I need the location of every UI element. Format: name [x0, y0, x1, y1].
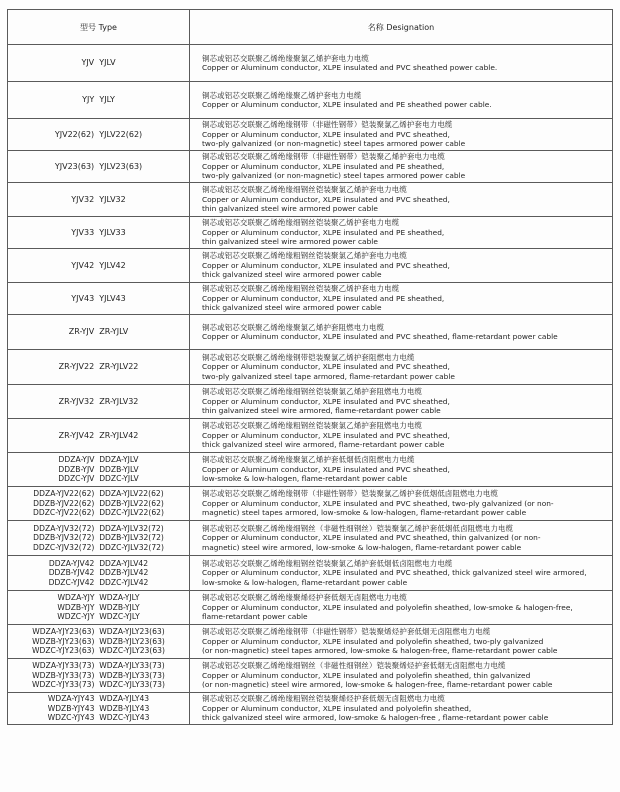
cable-type-code: ZR-YJV42 ZR-YJLV42 — [58, 430, 139, 440]
cable-type-code: DDZC-YJV42 DDZC-YJLV42 — [48, 577, 149, 587]
designation-english-line: flame-retardant power cable — [202, 612, 308, 622]
table-row — [8, 625, 613, 659]
cable-type-cell — [8, 283, 190, 315]
table-body — [8, 45, 613, 725]
table-row — [8, 283, 613, 315]
designation-cell — [190, 283, 613, 315]
designation-english-line: Copper or Aluminum conductor, XLPE insulated and polyolefin sheathed, thin galvanized — [202, 670, 531, 680]
designation-chinese: 铜芯或铝芯交联聚乙烯绝缘聚氯乙烯护套电力电缆 — [202, 53, 369, 63]
designation-cell — [190, 591, 613, 625]
designation-english-line: Copper or Aluminum conductor, XLPE insulated and PVC sheathed, — [202, 464, 450, 474]
designation-cell — [190, 151, 613, 183]
cable-type-code: DDZC-YJV32(72) DDZC-YJLV32(72) — [33, 542, 164, 552]
designation-english-line: thick galvanized steel wire armored, low-smoke & halogen-free , flame-retardant power cable — [202, 713, 549, 723]
designation-english-line: Copper or Aluminum conductor, XLPE insulated and PVC sheathed, — [202, 129, 450, 139]
designation-chinese: 铜芯或铝芯交联聚乙烯绝缘粗钢丝铠装聚烯烃护套低烟无卤阻燃电力电缆 — [202, 694, 445, 704]
designation-cell — [190, 693, 613, 725]
designation-english-line: two-ply galvanized (or non-magnetic) steel tapes armored power cable — [202, 139, 466, 149]
designation-english-line: Copper or Aluminum conductor, XLPE insulated and PVC sheathed, thin galvanized (or non- — [202, 533, 541, 543]
table-row — [8, 591, 613, 625]
cable-type-cell — [8, 625, 190, 659]
designation-english-line: Copper or Aluminum conductor, XLPE insulated and PE sheathed, — [202, 293, 445, 303]
designation-english-line: thick galvanized steel wire armored, flame-retardant power cable — [202, 440, 445, 450]
designation-english-line: Copper or Aluminum conductor, XLPE insulated and PE sheathed, — [202, 227, 445, 237]
cable-type-cell — [8, 45, 190, 82]
cable-type-code: DDZB-YJV22(62) DDZB-YJLV22(62) — [33, 498, 164, 508]
designation-cell — [190, 385, 613, 419]
table-row — [8, 659, 613, 693]
designation-chinese: 铜芯或铝芯交联聚乙烯绝缘细钢丝铠装聚氯乙烯护套电力电缆 — [202, 185, 407, 195]
cable-type-table — [7, 9, 613, 725]
cable-type-code: WDZB-YJY WDZB-YJLY — [57, 602, 140, 612]
cable-type-code: DDZB-YJV32(72) DDZB-YJLV32(72) — [33, 533, 164, 543]
designation-cell — [190, 217, 613, 249]
cable-type-cell — [8, 82, 190, 119]
designation-english-line: two-ply galvanized (or non-magnetic) steel tapes armored power cable — [202, 171, 466, 181]
designation-english-line: Copper or Aluminum conductor, XLPE insulated and PE sheathed, — [202, 161, 445, 171]
table-row — [8, 385, 613, 419]
cable-type-code: YJV YJLV — [81, 58, 116, 68]
designation-cell — [190, 487, 613, 521]
cable-type-code: YJV33 YJLV33 — [71, 227, 126, 237]
designation-english-line: Copper or Aluminum conductor, XLPE insulated and PVC sheathed, flame-retardant power cable — [202, 332, 558, 341]
cable-type-cell — [8, 591, 190, 625]
designation-english-line: Copper or Aluminum conductor, XLPE insulated and PVC sheathed, thick galvanized steel wire armored, — [202, 568, 587, 578]
cable-type-code: WDZC-YJY43 WDZC-YJLY43 — [47, 713, 150, 723]
cable-type-code: DDZA-YJV22(62) DDZA-YJLV22(62) — [33, 489, 164, 499]
cable-type-cell — [8, 453, 190, 487]
cable-type-code: YJV42 YJLV42 — [71, 260, 126, 270]
cable-type-code: ZR-YJV22 ZR-YJLV22 — [58, 362, 139, 372]
type-column-header: 型号 Type — [8, 10, 190, 45]
designation-english-line: low-smoke & low-halogen, flame-retardant power cable — [202, 474, 408, 484]
designation-english-line: Copper or Aluminum conductor, XLPE insulated and polyolefin sheathed, low-smoke & halogen-free, — [202, 602, 573, 612]
cable-type-cell — [8, 217, 190, 249]
designation-chinese: 铜芯或铝芯交联聚乙烯绝缘粗钢丝铠装聚氯乙烯护套低烟低卤阻燃电力电缆 — [202, 558, 453, 568]
cable-type-code: DDZB-YJV DDZB-YJLV — [58, 464, 139, 474]
designation-english-line: magnetic) steel tapes armored, low-smoke & low-halogen, flame-retardant power cable — [202, 508, 527, 518]
designation-chinese: 铜芯或铝芯交联聚乙烯绝缘聚氯乙烯护套低烟低卤阻燃电力电缆 — [202, 455, 415, 465]
designation-english-line: thin galvanized steel wire armored, flame-retardant power cable — [202, 406, 441, 416]
designation-chinese: 铜芯或铝芯交联聚乙烯绝缘细钢丝铠装聚乙烯护套电力电缆 — [202, 218, 400, 228]
designation-english-line: low-smoke & low-halogen, flame-retardant power cable — [202, 577, 408, 587]
table-row — [8, 249, 613, 283]
designation-english-line: Copper or Aluminum conductor, XLPE insulated and PVC sheathed, — [202, 260, 450, 270]
cable-type-code: WDZC-YJY WDZC-YJLY — [57, 612, 140, 622]
designation-english-line: Copper or Aluminum conductor, XLPE insulated and PVC sheathed, — [202, 194, 450, 204]
designation-cell — [190, 625, 613, 659]
designation-chinese: 铜芯或铝芯交联聚乙烯绝缘钢带（非磁性钢带）铠装聚烯烃护套低烟无卤阻燃电力电缆 — [202, 627, 491, 637]
designation-chinese: 铜芯或铝芯交联聚乙烯绝缘粗钢丝铠装聚氯乙烯护套阻燃电力电缆 — [202, 421, 423, 431]
cable-type-code: YJY YJLY — [82, 95, 115, 105]
table-row — [8, 487, 613, 521]
cable-type-code: DDZA-YJV42 DDZA-YJLV42 — [48, 558, 149, 568]
designation-column-header: 名称 Designation — [190, 10, 613, 45]
cable-type-code: WDZC-YJY33(73) WDZC-YJLY33(73) — [32, 680, 165, 690]
cable-type-cell — [8, 151, 190, 183]
cable-type-cell — [8, 693, 190, 725]
cable-type-code: DDZB-YJV42 DDZB-YJLV42 — [48, 568, 149, 578]
table-row — [8, 119, 613, 151]
designation-chinese: 铜芯或铝芯交联聚乙烯绝缘聚烯烃护套低烟无卤阻燃电力电缆 — [202, 593, 407, 603]
table-row — [8, 151, 613, 183]
table-row — [8, 82, 613, 119]
designation-chinese: 铜芯或铝芯交联聚乙烯绝缘细钢丝（非磁性细钢丝）铠装聚烯烃护套低烟无卤阻燃电力电缆 — [202, 661, 506, 671]
designation-english-line: Copper or Aluminum conductor, XLPE insulated and polyolefin sheathed, two-ply galvanized — [202, 636, 544, 646]
cable-type-cell — [8, 385, 190, 419]
cable-type-cell — [8, 249, 190, 283]
cable-type-code: WDZC-YJY23(63) WDZC-YJLY23(63) — [32, 646, 165, 656]
table-row — [8, 419, 613, 453]
designation-english-line: Copper or Aluminum conductor, XLPE insulated and PVC sheathed, — [202, 396, 450, 406]
table-row — [8, 556, 613, 591]
designation-chinese: 铜芯或铝芯交联聚乙烯绝缘钢带铠装聚氯乙烯护套阻燃电力电缆 — [202, 352, 415, 362]
table-row — [8, 350, 613, 385]
designation-english-line: (or non-magnetic) steel tapes armored, low-smoke & halogen-free, flame-retardant power cable — [202, 646, 558, 656]
cable-type-cell — [8, 315, 190, 350]
table-row — [8, 521, 613, 556]
designation-chinese: 铜芯或铝芯交联聚乙烯绝缘细钢丝（非磁性细钢丝）铠装聚氯乙烯护套低烟低卤阻燃电力电缆 — [202, 523, 514, 533]
designation-chinese: 铜芯或铝芯交联聚乙烯绝缘细钢丝铠装聚氯乙烯护套阻燃电力电缆 — [202, 387, 423, 397]
table-row — [8, 453, 613, 487]
designation-cell — [190, 45, 613, 82]
designation-cell — [190, 183, 613, 217]
designation-english-line: thick galvanized steel wire armored power cable — [202, 270, 382, 280]
cable-type-cell — [8, 350, 190, 385]
designation-cell — [190, 82, 613, 119]
cable-type-cell — [8, 119, 190, 151]
table-row — [8, 693, 613, 725]
designation-cell — [190, 453, 613, 487]
designation-chinese: 铜芯或铝芯交联聚乙烯绝缘钢带（非磁性钢带）铠装聚氯乙烯护套低烟低卤阻燃电力电缆 — [202, 489, 499, 499]
designation-english-line: thick galvanized steel wire armored power cable — [202, 303, 382, 313]
designation-cell — [190, 119, 613, 151]
table-row — [8, 183, 613, 217]
designation-chinese: 铜芯或铝芯交联聚乙烯绝缘聚氯乙烯护套阻燃电力电缆 — [202, 322, 385, 332]
designation-chinese: 铜芯或铝芯交联聚乙烯绝缘粗钢丝铠装聚乙烯护套电力电缆 — [202, 284, 400, 294]
table-row — [8, 217, 613, 249]
cable-type-code: DDZC-YJV DDZC-YJLV — [58, 474, 139, 484]
cable-type-cell — [8, 659, 190, 693]
designation-chinese: 铜芯或铝芯交联聚乙烯绝缘钢带（非磁性钢带）铠装聚乙烯护套电力电缆 — [202, 152, 445, 162]
cable-type-code: ZR-YJV ZR-YJLV — [68, 327, 129, 337]
designation-english-line: thin galvanized steel wire armored power cable — [202, 204, 378, 214]
designation-cell — [190, 249, 613, 283]
cable-type-cell — [8, 521, 190, 556]
designation-english-line: Copper or Aluminum conductor, XLPE insulated and PE sheathed power cable. — [202, 100, 492, 109]
designation-chinese: 铜芯或铝芯交联聚乙烯绝缘聚乙烯护套电力电缆 — [202, 90, 362, 100]
cable-type-code: YJV43 YJLV43 — [71, 293, 126, 303]
designation-english-line: two-ply galvanized steel tape armored, flame-retardant power cable — [202, 371, 455, 381]
cable-type-cell — [8, 487, 190, 521]
cable-type-cell — [8, 419, 190, 453]
designation-english-line: Copper or Aluminum conductor, XLPE insulated and PVC sheathed, — [202, 362, 450, 372]
designation-english-line: Copper or Aluminum conductor, XLPE insulated and PVC sheathed power cable. — [202, 63, 498, 72]
cable-type-code: DDZA-YJV DDZA-YJLV — [58, 455, 139, 465]
designation-cell — [190, 659, 613, 693]
cable-type-code: YJV22(62) YJLV22(62) — [54, 129, 143, 139]
designation-cell — [190, 419, 613, 453]
designation-cell — [190, 556, 613, 591]
designation-english-line: thin galvanized steel wire armored power cable — [202, 237, 378, 247]
designation-cell — [190, 315, 613, 350]
cable-type-cell — [8, 556, 190, 591]
designation-english-line: (or non-magnetic) steel wire armored, low-smoke & halogen-free, flame-retardant power cable — [202, 680, 553, 690]
designation-chinese: 铜芯或铝芯交联聚乙烯绝缘钢带（非磁性钢带）铠装聚氯乙烯护套电力电缆 — [202, 120, 453, 130]
cable-type-code: WDZB-YJY23(63) WDZB-YJLY23(63) — [32, 636, 165, 646]
cable-type-code: WDZA-YJY WDZA-YJLY — [57, 593, 140, 603]
designation-english-line: Copper or Aluminum conductor, XLPE insulated and PVC sheathed, two-ply galvanized (or non- — [202, 498, 554, 508]
table-row — [8, 45, 613, 82]
cable-type-code: WDZA-YJY33(73) WDZA-YJLY33(73) — [32, 661, 165, 671]
cable-type-code: WDZA-YJY43 WDZA-YJLY43 — [47, 694, 150, 704]
cable-type-code: YJV32 YJLV32 — [71, 194, 126, 204]
designation-english-line: magnetic) steel wire armored, low-smoke & low-halogen, flame-retardant power cable — [202, 542, 522, 552]
designation-english-line: Copper or Aluminum conductor, XLPE insulated and polyolefin sheathed, — [202, 703, 472, 713]
table-row — [8, 315, 613, 350]
cable-type-code: WDZB-YJY33(73) WDZB-YJLY33(73) — [32, 670, 165, 680]
cable-type-code: ZR-YJV32 ZR-YJLV32 — [58, 396, 139, 406]
designation-cell — [190, 350, 613, 385]
designation-cell — [190, 521, 613, 556]
cable-type-cell — [8, 183, 190, 217]
cable-type-code: DDZC-YJV22(62) DDZC-YJLV22(62) — [33, 508, 164, 518]
cable-type-code: WDZA-YJY23(63) WDZA-YJLY23(63) — [32, 627, 165, 637]
cable-type-code: DDZA-YJV32(72) DDZA-YJLV32(72) — [33, 523, 164, 533]
designation-english-line: Copper or Aluminum conductor, XLPE insulated and PVC sheathed, — [202, 430, 450, 440]
cable-type-code: YJV23(63) YJLV23(63) — [54, 161, 143, 171]
cable-type-code: WDZB-YJY43 WDZB-YJLY43 — [47, 703, 150, 713]
designation-chinese: 铜芯或铝芯交联聚乙烯绝缘粗钢丝铠装聚氯乙烯护套电力电缆 — [202, 251, 407, 261]
